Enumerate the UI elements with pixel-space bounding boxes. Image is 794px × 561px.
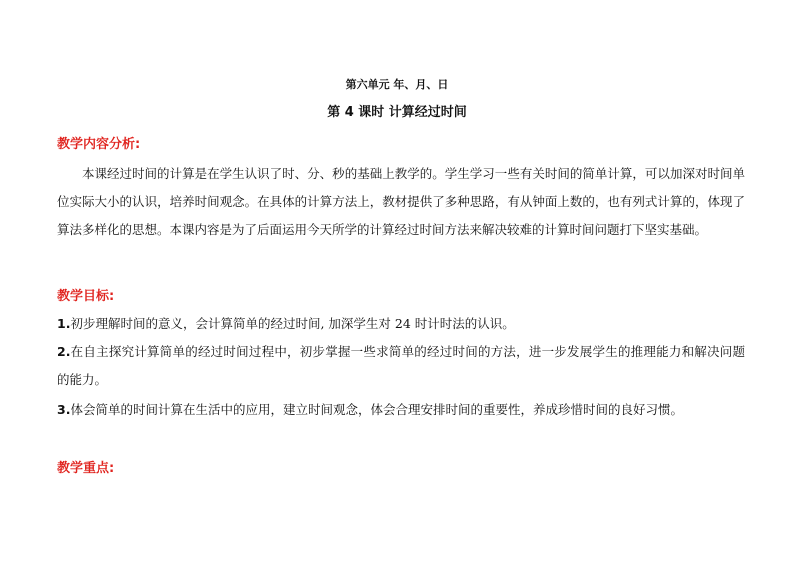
goal-text: 初步理解时间的意义，会计算简单的经过时间, 加深学生对 24 时计时法的认识。 bbox=[70, 316, 515, 331]
key-points-heading: 教学重点: bbox=[57, 461, 115, 476]
goal-item-3 bbox=[57, 396, 745, 424]
goal-number: 3. bbox=[57, 402, 71, 417]
goal-number: 1. bbox=[57, 316, 71, 331]
goals-heading: 教学目标: bbox=[57, 289, 115, 304]
unit-title: 第六单元 年、月、日 bbox=[345, 78, 449, 91]
goal-text: 体会简单的时间计算在生活中的应用，建立时间观念，体会合理安排时间的重要性，养成珍惜时间的良好习惯。 bbox=[70, 402, 683, 417]
analysis-heading: 教学内容分析: bbox=[57, 137, 141, 152]
goal-item-2 bbox=[57, 338, 745, 394]
analysis-paragraph: 本课经过时间的计算是在学生认识了时、分、秒的基础上教学的。学生学习一些有关时间的简单计算，可以加深对时间单位实际大小的认识，培养时间观念。在具体的计算方法上，教材提供了多种思路，有从钟面上数的，也有列式计算的，体现了算法多样化的思想。本课内容是为了后面运用今天所学的计算经过时间方法来解决较难的计算时间问题打下坚实基础。 bbox=[57, 166, 745, 237]
goal-item-1 bbox=[57, 310, 745, 338]
lesson-title: 第 4 课时 计算经过时间 bbox=[327, 105, 467, 120]
goal-text: 在自主探究计算简单的经过时间过程中，初步掌握一些求简单的经过时间的方法，进一步发展学生的推理能力和解决问题的能力。 bbox=[57, 344, 745, 387]
goal-number: 2. bbox=[57, 344, 71, 359]
